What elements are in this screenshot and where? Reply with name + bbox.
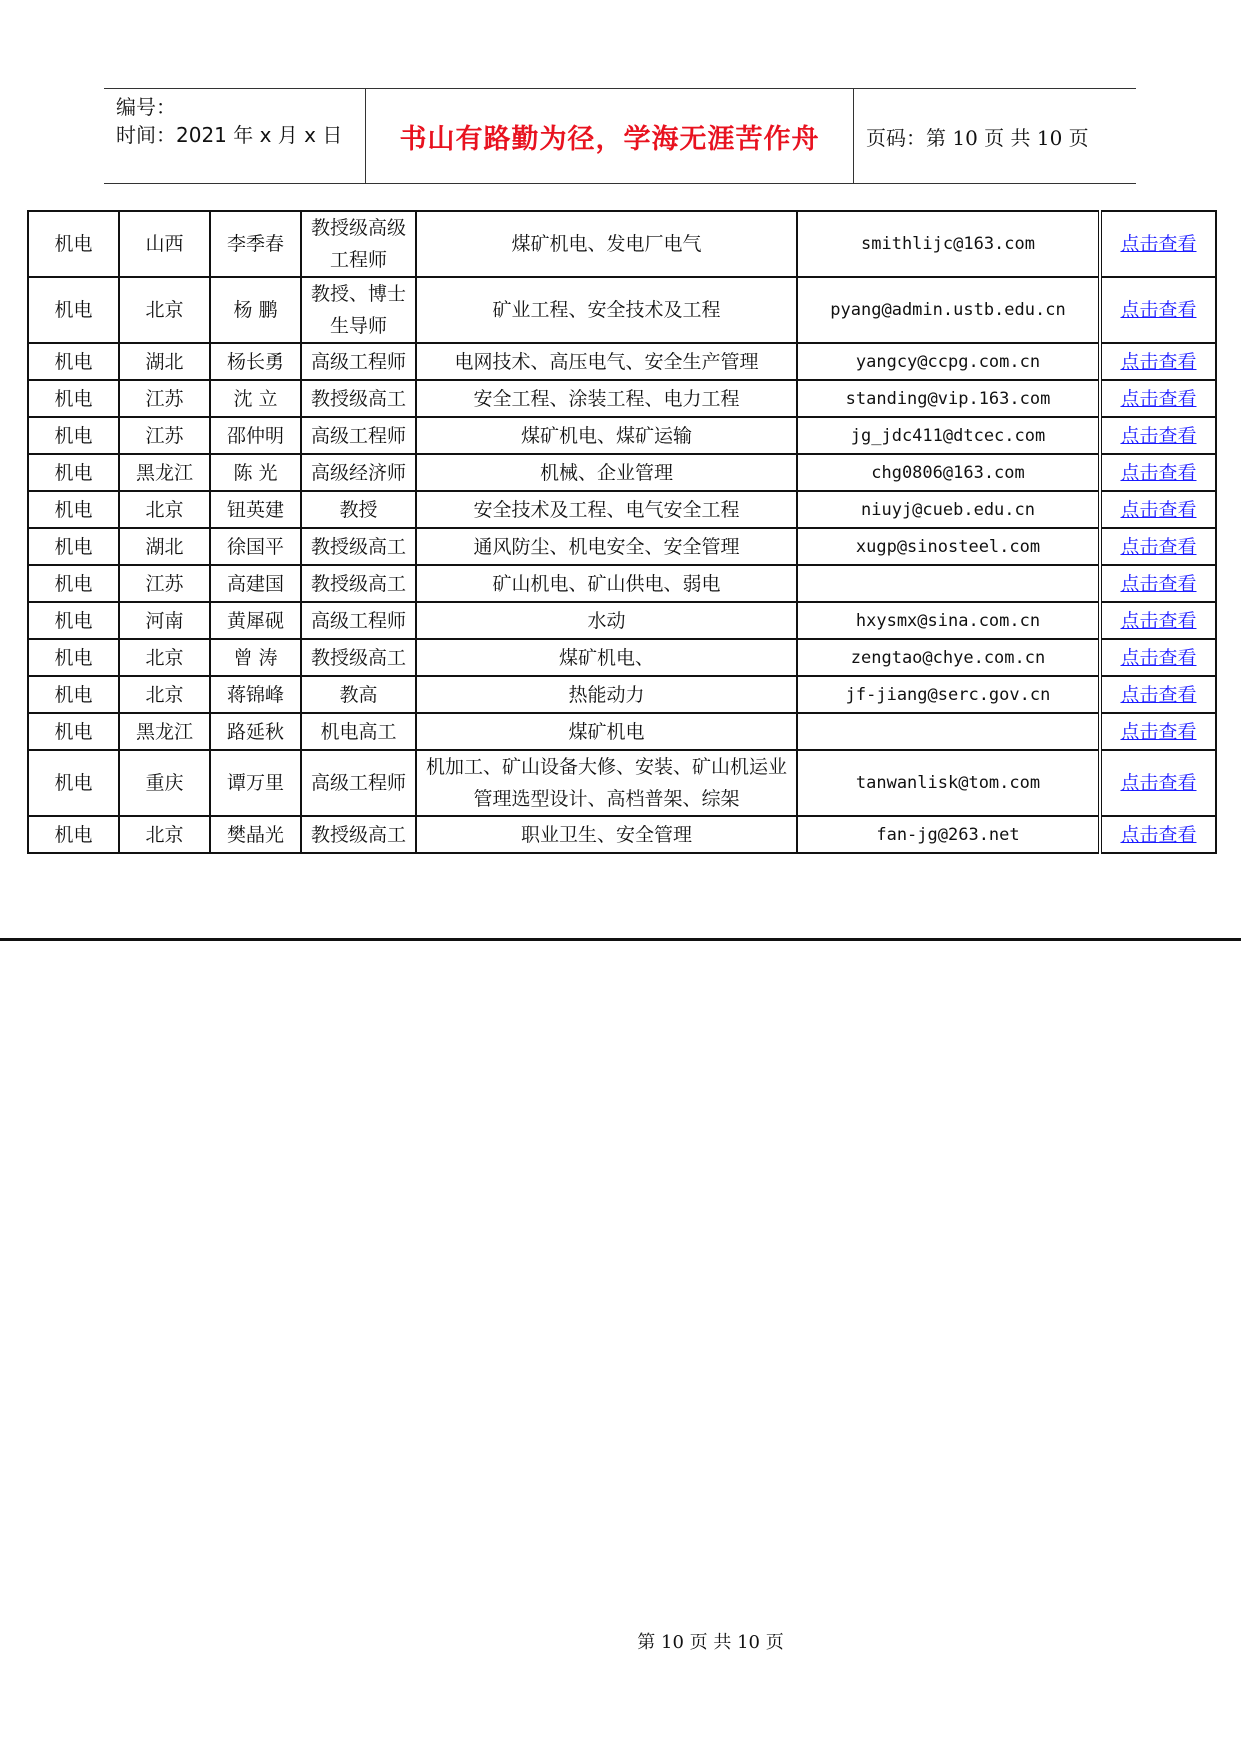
email-cell: pyang@admin.ustb.edu.cn <box>797 277 1100 343</box>
section-divider <box>0 938 1241 941</box>
province-cell: 山西 <box>119 211 210 277</box>
email-cell: zengtao@chye.com.cn <box>797 639 1100 676</box>
province-cell: 黑龙江 <box>119 454 210 491</box>
email-cell: standing@vip.163.com <box>797 380 1100 417</box>
name-cell: 徐国平 <box>210 528 301 565</box>
field-cell: 机电 <box>28 454 119 491</box>
title-cell: 教授级高工 <box>301 528 416 565</box>
table-row <box>28 602 1216 639</box>
province-cell: 北京 <box>119 676 210 713</box>
link-cell <box>1100 528 1216 565</box>
province-cell: 江苏 <box>119 417 210 454</box>
name-cell: 曾 涛 <box>210 639 301 676</box>
name-cell: 杨 鹏 <box>210 277 301 343</box>
view-details-link[interactable]: 点击查看 <box>1120 233 1197 255</box>
link-cell <box>1100 816 1216 853</box>
title-cell: 高级经济师 <box>301 454 416 491</box>
name-cell: 路延秋 <box>210 713 301 750</box>
title-cell: 高级工程师 <box>301 343 416 380</box>
specialty-cell: 机加工、矿山设备大修、安装、矿山机运业管理选型设计、高档普架、综架 <box>416 750 797 816</box>
name-cell: 邵仲明 <box>210 417 301 454</box>
province-cell: 黑龙江 <box>119 713 210 750</box>
view-details-link[interactable]: 点击查看 <box>1120 572 1197 595</box>
title-cell: 教授、博士生导师 <box>301 277 416 343</box>
table-row <box>28 676 1216 713</box>
table-row <box>28 211 1216 277</box>
specialty-cell: 职业卫生、安全管理 <box>416 816 797 853</box>
field-cell: 机电 <box>28 713 119 750</box>
link-cell <box>1100 639 1216 676</box>
specialty-cell: 煤矿机电 <box>416 713 797 750</box>
link-cell <box>1100 713 1216 750</box>
email-cell <box>797 713 1100 750</box>
field-cell: 机电 <box>28 343 119 380</box>
specialty-cell: 煤矿机电、煤矿运输 <box>416 417 797 454</box>
view-details-link[interactable]: 点击查看 <box>1120 350 1197 373</box>
field-cell: 机电 <box>28 380 119 417</box>
specialty-cell: 煤矿机电、 <box>416 639 797 676</box>
email-cell: tanwanlisk@tom.com <box>797 750 1100 816</box>
name-cell: 高建国 <box>210 565 301 602</box>
email-cell: chg0806@163.com <box>797 454 1100 491</box>
province-cell: 北京 <box>119 639 210 676</box>
specialty-cell: 矿山机电、矿山供电、弱电 <box>416 565 797 602</box>
name-cell: 杨长勇 <box>210 343 301 380</box>
specialty-cell: 电网技术、高压电气、安全生产管理 <box>416 343 797 380</box>
header-meta <box>104 89 366 183</box>
title-cell: 教授级高工 <box>301 565 416 602</box>
link-cell <box>1100 417 1216 454</box>
view-details-link[interactable]: 点击查看 <box>1120 535 1197 558</box>
table-row <box>28 343 1216 380</box>
province-cell: 河南 <box>119 602 210 639</box>
expert-table <box>27 210 1217 854</box>
province-cell: 江苏 <box>119 565 210 602</box>
view-details-link[interactable]: 点击查看 <box>1120 387 1197 410</box>
link-cell <box>1100 602 1216 639</box>
field-cell: 机电 <box>28 602 119 639</box>
title-cell: 教授级高工 <box>301 639 416 676</box>
email-cell: fan-jg@263.net <box>797 816 1100 853</box>
field-cell: 机电 <box>28 639 119 676</box>
title-cell: 教授级高工 <box>301 380 416 417</box>
link-cell <box>1100 491 1216 528</box>
email-cell <box>797 565 1100 602</box>
link-cell <box>1100 676 1216 713</box>
link-cell <box>1100 565 1216 602</box>
field-cell: 机电 <box>28 211 119 277</box>
view-details-link[interactable]: 点击查看 <box>1120 424 1197 447</box>
view-details-link[interactable]: 点击查看 <box>1120 772 1197 794</box>
name-cell: 陈 光 <box>210 454 301 491</box>
table-row <box>28 277 1216 343</box>
table-row <box>28 713 1216 750</box>
province-cell: 湖北 <box>119 528 210 565</box>
link-cell <box>1100 454 1216 491</box>
view-details-link[interactable]: 点击查看 <box>1120 683 1197 706</box>
title-cell: 教授级高工 <box>301 816 416 853</box>
view-details-link[interactable]: 点击查看 <box>1120 823 1197 846</box>
table-row <box>28 380 1216 417</box>
province-cell: 北京 <box>119 491 210 528</box>
email-cell: niuyj@cueb.edu.cn <box>797 491 1100 528</box>
email-cell: jg_jdc411@dtcec.com <box>797 417 1100 454</box>
email-cell: xugp@sinosteel.com <box>797 528 1100 565</box>
field-cell: 机电 <box>28 491 119 528</box>
field-cell: 机电 <box>28 417 119 454</box>
page-footer: 第 10 页 共 10 页 <box>637 1632 784 1653</box>
email-cell: hxysmx@sina.com.cn <box>797 602 1100 639</box>
view-details-link[interactable]: 点击查看 <box>1120 299 1197 321</box>
specialty-cell: 安全技术及工程、电气安全工程 <box>416 491 797 528</box>
field-cell: 机电 <box>28 277 119 343</box>
field-cell: 机电 <box>28 676 119 713</box>
province-cell: 湖北 <box>119 343 210 380</box>
title-cell: 教授 <box>301 491 416 528</box>
link-cell <box>1100 380 1216 417</box>
number-label: 编号： <box>116 95 176 119</box>
province-cell: 北京 <box>119 277 210 343</box>
table-row <box>28 528 1216 565</box>
table-row <box>28 639 1216 676</box>
province-cell: 北京 <box>119 816 210 853</box>
name-cell: 黄犀砚 <box>210 602 301 639</box>
table-row <box>28 454 1216 491</box>
email-cell: yangcy@ccpg.com.cn <box>797 343 1100 380</box>
province-cell: 重庆 <box>119 750 210 816</box>
view-details-link[interactable]: 点击查看 <box>1120 646 1197 669</box>
email-cell: smithlijc@163.com <box>797 211 1100 277</box>
specialty-cell: 热能动力 <box>416 676 797 713</box>
time-label: 时间：2021 年 x 月 x 日 <box>116 123 343 147</box>
link-cell <box>1100 750 1216 816</box>
province-cell: 江苏 <box>119 380 210 417</box>
title-cell: 高级工程师 <box>301 602 416 639</box>
name-cell: 蒋锦峰 <box>210 676 301 713</box>
table-row <box>28 750 1216 816</box>
specialty-cell: 水动 <box>416 602 797 639</box>
title-cell: 机电高工 <box>301 713 416 750</box>
specialty-cell: 机械、企业管理 <box>416 454 797 491</box>
specialty-cell: 安全工程、涂装工程、电力工程 <box>416 380 797 417</box>
view-details-link[interactable]: 点击查看 <box>1120 609 1197 632</box>
email-cell: jf-jiang@serc.gov.cn <box>797 676 1100 713</box>
field-cell: 机电 <box>28 750 119 816</box>
table-row <box>28 565 1216 602</box>
specialty-cell: 煤矿机电、发电厂电气 <box>416 211 797 277</box>
title-cell: 教授级高级工程师 <box>301 211 416 277</box>
field-cell: 机电 <box>28 528 119 565</box>
view-details-link[interactable]: 点击查看 <box>1120 461 1197 484</box>
view-details-link[interactable]: 点击查看 <box>1120 720 1197 743</box>
table-row <box>28 417 1216 454</box>
title-cell: 教高 <box>301 676 416 713</box>
title-cell: 高级工程师 <box>301 417 416 454</box>
link-cell <box>1100 343 1216 380</box>
document-header <box>104 88 1136 184</box>
link-cell <box>1100 277 1216 343</box>
name-cell: 李季春 <box>210 211 301 277</box>
table-row <box>28 816 1216 853</box>
field-cell: 机电 <box>28 816 119 853</box>
name-cell: 谭万里 <box>210 750 301 816</box>
specialty-cell: 矿业工程、安全技术及工程 <box>416 277 797 343</box>
header-page-label: 页码：第 10 页 共 10 页 <box>866 125 1089 150</box>
link-cell <box>1100 211 1216 277</box>
specialty-cell: 通风防尘、机电安全、安全管理 <box>416 528 797 565</box>
name-cell: 沈 立 <box>210 380 301 417</box>
name-cell: 钮英建 <box>210 491 301 528</box>
header-motto: 书山有路勤为径，学海无涯苦作舟 <box>366 89 854 183</box>
name-cell: 樊晶光 <box>210 816 301 853</box>
title-cell: 高级工程师 <box>301 750 416 816</box>
field-cell: 机电 <box>28 565 119 602</box>
table-row <box>28 491 1216 528</box>
view-details-link[interactable]: 点击查看 <box>1120 498 1197 521</box>
